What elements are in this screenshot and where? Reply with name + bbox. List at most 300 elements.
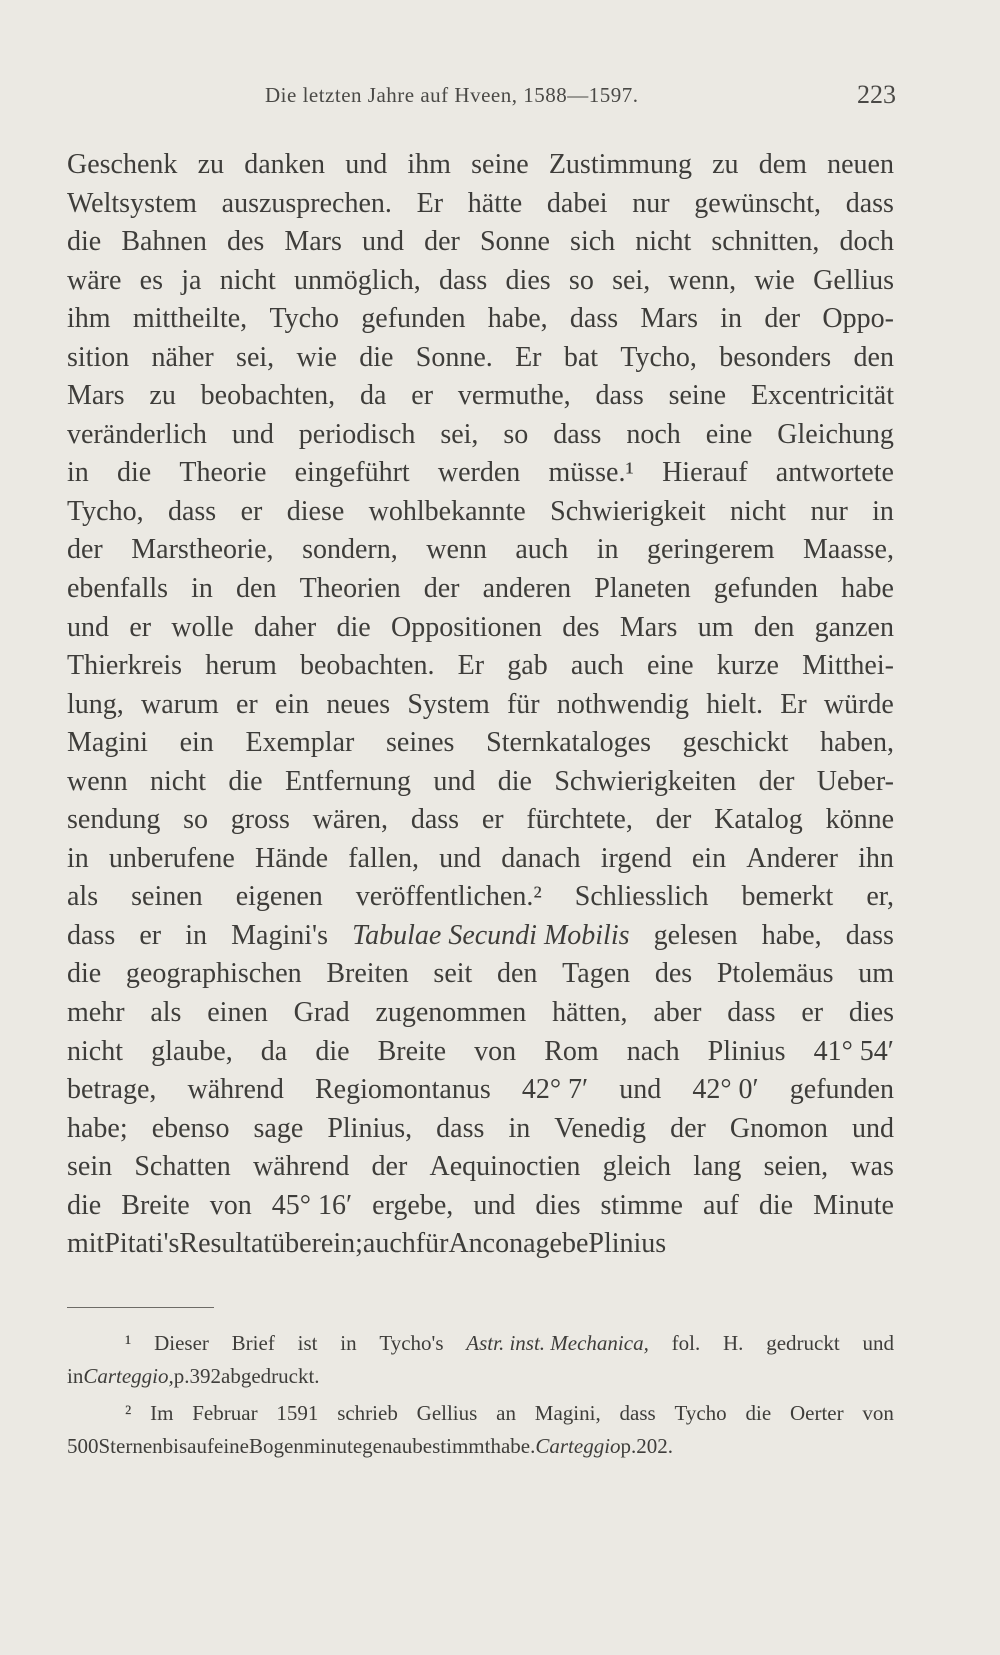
word: zu [149, 380, 176, 412]
footnote [67, 1327, 894, 1393]
footnote-word: dass [619, 1401, 656, 1425]
word: neuen [827, 149, 894, 180]
word: Anderer [746, 842, 838, 874]
word: schnitten, [711, 226, 820, 258]
word: von [209, 1189, 252, 1221]
word: der [371, 1151, 408, 1183]
word: der [670, 1112, 706, 1144]
word: unberufene [108, 842, 235, 874]
word: und [362, 226, 404, 258]
footnote-line [67, 1430, 894, 1463]
word: Ueber- [816, 765, 894, 797]
word: sich [570, 226, 616, 258]
word: ihm [67, 303, 111, 335]
word: eine [646, 650, 694, 682]
word: Gleichung [777, 418, 894, 450]
footnote-word: bestimmt [412, 1434, 491, 1458]
word: in [67, 842, 89, 874]
word: für [415, 1228, 449, 1260]
word: Maasse, [803, 534, 894, 566]
word: Geschenk [67, 149, 178, 180]
word: sondern, [302, 534, 398, 566]
word: ihm [407, 149, 451, 180]
word: für [506, 688, 540, 720]
word: dass [439, 264, 488, 296]
word: in [596, 534, 619, 566]
word: gelesen [653, 919, 738, 951]
word: Exemplar [245, 727, 355, 759]
word: ergebe, [372, 1189, 454, 1221]
word: überein; [271, 1228, 363, 1260]
word: wären, [312, 804, 389, 836]
footnote-word: 1591 [276, 1401, 319, 1425]
word: Tabulae Secundi Mobilis [352, 919, 630, 951]
word: lung, [67, 688, 124, 720]
word: habe, [761, 919, 822, 951]
word: in [67, 457, 89, 489]
word: antwortete [775, 457, 894, 489]
word: kurze [716, 650, 779, 682]
word: er [481, 804, 504, 836]
word: wie [754, 264, 795, 296]
word: in [508, 1112, 531, 1144]
body-line [67, 1071, 894, 1110]
word: sition [67, 341, 130, 373]
word: Hierauf [662, 457, 748, 489]
footnote-word: p. [620, 1434, 637, 1458]
word: während [187, 1074, 284, 1106]
word: unmöglich, [294, 264, 421, 296]
word: einen [207, 997, 268, 1029]
word: Aequinoctien [429, 1151, 581, 1183]
word: Thierkreis [67, 650, 183, 682]
word: Pitati's [104, 1228, 180, 1260]
footnote-line [67, 1397, 894, 1430]
word: Katalog [714, 804, 803, 836]
word: des [226, 226, 265, 258]
footnote-word: ¹ [125, 1331, 132, 1355]
word: als [67, 881, 99, 913]
word: Ancona [448, 1228, 536, 1260]
word: als [150, 997, 182, 1029]
word: Plinius [588, 1228, 667, 1260]
body-line [67, 801, 894, 840]
word: und [67, 611, 109, 643]
word: veröffentlichen.² [355, 881, 542, 913]
word: mit [67, 1228, 105, 1260]
word: Oppo- [822, 303, 894, 335]
word: dabei [546, 187, 608, 219]
word: um [697, 611, 734, 643]
body-line [67, 493, 894, 532]
word: sendung [67, 804, 161, 836]
word: Gellius [813, 264, 894, 296]
word: und [851, 1112, 894, 1144]
word: ein [179, 727, 214, 759]
word: Mars [67, 380, 125, 412]
word: ebenfalls [67, 573, 169, 605]
word: der [423, 573, 460, 605]
word: System [407, 688, 490, 720]
word: gefunden [713, 573, 818, 605]
body-line [67, 647, 894, 686]
word: dass [845, 919, 894, 951]
page-number: 223 [857, 80, 896, 109]
footnote-word: p. [173, 1364, 190, 1388]
word: des [562, 611, 600, 643]
footnote-word: an [496, 1401, 516, 1425]
body-line [67, 416, 894, 455]
running-head: Die letzten Jahre auf Hveen, 1588—1597. [265, 83, 639, 107]
body-text [67, 146, 894, 1264]
word: Gnomon [729, 1112, 828, 1144]
footnote-word: Brief [231, 1331, 275, 1355]
word: da [260, 1035, 288, 1067]
word: besonders [719, 341, 832, 373]
word: glaube, [151, 1035, 233, 1067]
word: nothwendig [556, 688, 690, 720]
word: nicht [67, 1035, 123, 1067]
word: gross [230, 804, 290, 836]
body-line [67, 185, 894, 224]
word: auszusprechen. [221, 187, 392, 219]
word: Sonne [479, 226, 550, 258]
word: er [139, 919, 162, 951]
footnote-word: ist [297, 1331, 318, 1355]
word: der [655, 804, 692, 836]
word: seine [668, 380, 727, 412]
word: in [872, 495, 894, 527]
footnote-line [67, 1360, 894, 1393]
word: habe; [67, 1112, 128, 1144]
footnote-word: Im [150, 1401, 174, 1425]
word: Schwierigkeiten [554, 765, 737, 797]
word: dies [848, 997, 894, 1029]
word: nur [810, 495, 848, 527]
word: Marstheorie, [131, 534, 274, 566]
word: Er [515, 341, 542, 373]
word: Minute [813, 1189, 894, 1221]
word: stimme [600, 1189, 683, 1221]
word: wäre [67, 264, 122, 296]
body-line [67, 146, 894, 185]
footnote-word: H. [722, 1331, 744, 1355]
word: beobachten. [299, 650, 435, 682]
body-line [67, 339, 894, 378]
word: Resultat [179, 1228, 272, 1260]
word: die [497, 765, 532, 797]
word: könne [825, 804, 894, 836]
word: so [503, 418, 529, 450]
word: Oppositionen [391, 611, 542, 643]
word: eingeführt [294, 457, 410, 489]
footnote-word: eine [214, 1434, 249, 1458]
word: ebenso [151, 1112, 230, 1144]
word: in [185, 919, 208, 951]
word: gefunden [361, 303, 466, 335]
word: Mars [640, 303, 698, 335]
word: fallen, [348, 842, 419, 874]
word: betrage, [67, 1074, 157, 1106]
word: sei, [236, 341, 275, 373]
word: bemerkt [741, 881, 834, 913]
word: habe, [487, 303, 548, 335]
footnote-word: Gellius [416, 1401, 478, 1425]
word: 41° 54′ [813, 1035, 894, 1067]
word: so [568, 264, 594, 296]
word: auch [570, 650, 624, 682]
word: die [228, 765, 263, 797]
word: den [497, 958, 538, 990]
footnote-word: Februar [192, 1401, 258, 1425]
word: Mars [619, 611, 678, 643]
word: die [359, 341, 394, 373]
word: Schwierigkeit [550, 495, 706, 527]
word: Tycho, [67, 495, 144, 527]
footnote-word: habe. [490, 1434, 536, 1458]
word: seinen [131, 881, 203, 913]
word: 42° 0′ [692, 1074, 759, 1106]
word: er [129, 611, 152, 643]
body-line [67, 955, 894, 994]
footnote-word: ² [125, 1401, 132, 1425]
body-line [67, 763, 894, 802]
word: die [67, 226, 102, 258]
word: 45° 16′ [271, 1189, 353, 1221]
word: wolle [171, 611, 234, 643]
word: diese [286, 495, 345, 527]
word: den [853, 341, 894, 373]
word: sein [67, 1151, 113, 1183]
body-line [67, 917, 894, 956]
word: werden [437, 457, 521, 489]
word: danken [244, 149, 326, 180]
word: und [231, 418, 274, 450]
word: wenn, [668, 264, 737, 296]
footnote-line [67, 1327, 894, 1360]
word: hätten, [552, 997, 628, 1029]
word: dass [553, 418, 602, 450]
body-line [67, 840, 894, 879]
word: er, [866, 881, 894, 913]
word: und [345, 149, 388, 180]
word: wohlbekannte [368, 495, 526, 527]
word: und [473, 1189, 516, 1221]
word: Er [416, 187, 444, 219]
word: mehr [67, 997, 125, 1029]
footnote-word: bis [162, 1434, 188, 1458]
footnote-word: abgedruckt. [221, 1364, 320, 1388]
word: Theorien [299, 573, 401, 605]
word: er [411, 380, 434, 412]
word: würde [823, 688, 894, 720]
word: warum [140, 688, 219, 720]
body-line [67, 1187, 894, 1226]
word: und [439, 842, 482, 874]
word: doch [839, 226, 894, 258]
word: Magini [67, 727, 148, 759]
word: er [240, 495, 263, 527]
word: seine [471, 149, 529, 180]
word: fürchtete, [526, 804, 633, 836]
footnotes [67, 1327, 894, 1463]
word: der [758, 765, 795, 797]
footnote [67, 1397, 894, 1463]
word: Weltsystem [67, 187, 197, 219]
footnote-word: Magini, [534, 1401, 601, 1425]
footnote-word: Carteggio [535, 1434, 621, 1458]
word: daher [253, 611, 317, 643]
word: gewünscht, [694, 187, 822, 219]
word: Sonne. [415, 341, 493, 373]
word: nicht [219, 264, 276, 296]
footnote-word: Tycho [674, 1401, 727, 1425]
word: müsse.¹ [548, 457, 634, 489]
word: die [67, 1189, 102, 1221]
word: auch [362, 1228, 416, 1260]
body-line [67, 994, 894, 1033]
word: zugenommen [375, 997, 527, 1029]
footnote-word: 500 [67, 1434, 99, 1458]
word: und [619, 1074, 662, 1106]
word: ein [274, 688, 310, 720]
word: Mars [284, 226, 342, 258]
word: lang [693, 1151, 742, 1183]
footnote-word: Sternen [98, 1434, 163, 1458]
word: Theorie [179, 457, 267, 489]
word: dass [845, 187, 894, 219]
word: um [858, 958, 894, 990]
word: 42° 7′ [521, 1074, 589, 1106]
word: Plinius, [327, 1112, 413, 1144]
body-line [67, 1225, 894, 1264]
word: aber [653, 997, 702, 1029]
body-line [67, 262, 894, 301]
word: irgend [600, 842, 672, 874]
word: bat [563, 341, 599, 373]
word: die [67, 958, 102, 990]
word: Breite [121, 1189, 190, 1221]
footnote-word: in [340, 1331, 357, 1355]
word: sei, [612, 264, 651, 296]
word: wie [296, 341, 337, 373]
word: habe [841, 573, 894, 605]
word: er [235, 688, 258, 720]
word: des [654, 958, 693, 990]
word: Breiten [326, 958, 409, 990]
footnote-word: die [745, 1401, 772, 1425]
word: gab [507, 650, 548, 682]
word: beobachten, [200, 380, 336, 412]
footnote-word: Tycho's [379, 1331, 444, 1355]
word: Entfernung [285, 765, 411, 797]
word: nur [632, 187, 670, 219]
word: dass [569, 303, 619, 335]
word: ein [691, 842, 727, 874]
word: dies [535, 1189, 581, 1221]
word: hätte [467, 187, 523, 219]
word: Breite [377, 1035, 447, 1067]
word: Regiomontanus [314, 1074, 491, 1106]
word: gleich [602, 1151, 671, 1183]
word: der [67, 534, 103, 566]
word: zu [197, 149, 225, 180]
word: nicht [150, 765, 207, 797]
word: Tycho, [620, 341, 697, 373]
body-line [67, 1033, 894, 1072]
word: Schliesslich [574, 881, 709, 913]
footnote-word: fol. [671, 1331, 701, 1355]
word: Bahnen [121, 226, 207, 258]
footnote-word: Dieser [154, 1331, 209, 1355]
word: wenn [67, 765, 128, 797]
body-line [67, 724, 894, 763]
word: Excentricität [750, 380, 894, 412]
word: veränderlich [67, 418, 207, 450]
word: haben, [820, 727, 894, 759]
word: auf [703, 1189, 739, 1221]
word: zu [712, 149, 739, 180]
footnote-word: 202. [636, 1434, 674, 1458]
body-line [67, 454, 894, 493]
word: ja [181, 264, 202, 296]
word: dass [67, 919, 116, 951]
word: näher [151, 341, 214, 373]
word: auch [515, 534, 569, 566]
word: periodisch [298, 418, 416, 450]
word: ganzen [814, 611, 894, 643]
word: nicht [730, 495, 787, 527]
word: eine [705, 418, 753, 450]
word: es [139, 264, 163, 296]
word: der [424, 226, 460, 258]
footnote-rule [67, 1307, 214, 1308]
word: er [801, 997, 824, 1029]
body-line [67, 570, 894, 609]
word: die [758, 1189, 794, 1221]
word: geschickt [682, 727, 789, 759]
body-line [67, 1110, 894, 1149]
body-line [67, 609, 894, 648]
body-line [67, 686, 894, 725]
word: Schatten [134, 1151, 231, 1183]
footnote-word: Carteggio, [83, 1364, 174, 1388]
word: Sternkataloges [486, 727, 651, 759]
word: gebe [535, 1228, 589, 1260]
word: nicht [635, 226, 692, 258]
word: Venedig [554, 1112, 647, 1144]
word: Mitthei- [802, 650, 894, 682]
word: in [720, 303, 743, 335]
word: eigenen [235, 881, 323, 913]
footnote-word: genau [362, 1434, 413, 1458]
word: geringerem [647, 534, 775, 566]
word: ihn [858, 842, 894, 874]
footnote-word: und [862, 1331, 894, 1355]
word: Magini's [231, 919, 328, 951]
word: dass [410, 804, 460, 836]
word: den [753, 611, 795, 643]
word: dem [758, 149, 807, 180]
word: seien, [763, 1151, 829, 1183]
word: gefunden [789, 1074, 894, 1106]
word: dass [595, 380, 644, 412]
word: Tagen [562, 958, 631, 990]
word: wenn [426, 534, 487, 566]
word: danach [501, 842, 581, 874]
word: nach [626, 1035, 680, 1067]
word: Grad [293, 997, 350, 1029]
